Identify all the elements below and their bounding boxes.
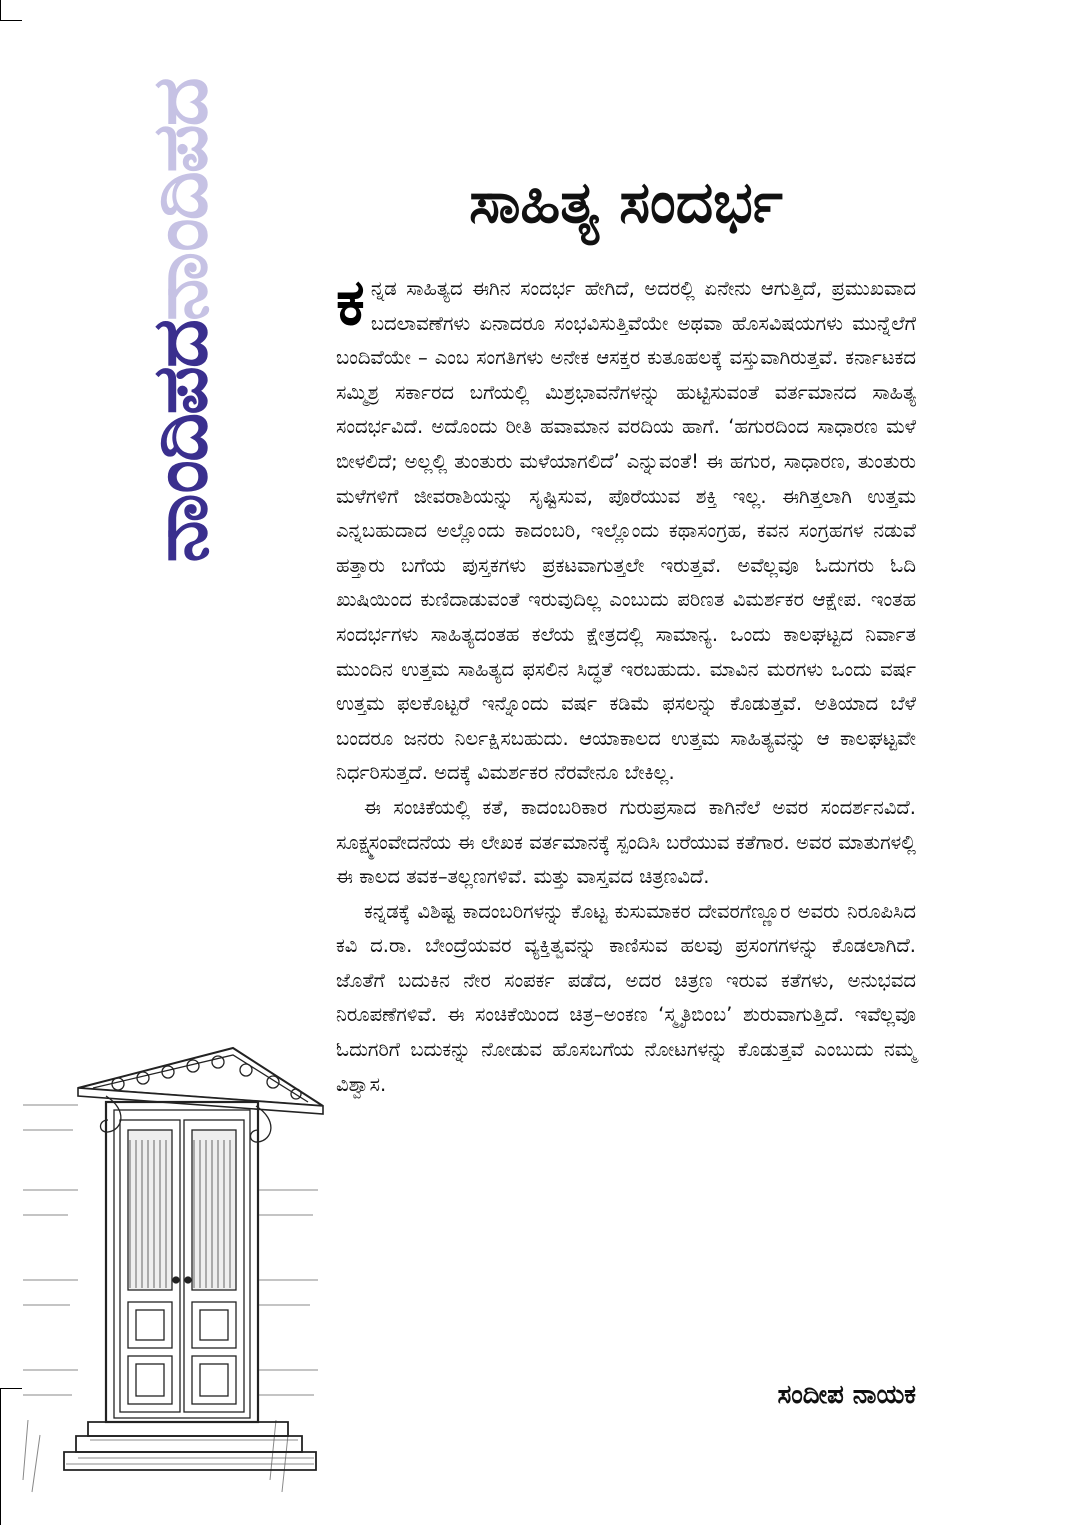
masthead-text [135,79,224,563]
masthead-word-dark: ನಾಂದಿಪದ [135,321,224,563]
article-body [336,266,916,1102]
paragraph-1-text: ನ್ನಡ ಸಾಹಿತ್ಯದ ಈಗಿನ ಸಂದರ್ಭ ಹೇಗಿದೆ, ಅದರಲ್ಲಿ ಏನೇನು ಆಗುತ್ತಿದೆ, ಪ್ರಮುಖವಾದ ಬದಲಾವಣೆಗಳು ಏನಾದರೂ ಸಂಭವಿಸುತ್ತಿವೆಯೇ ಅಥವಾ ಹೊಸವಿಷಯಗಳು ಮುನ್ನೆಲೆಗೆ ಬಂದಿವೆಯೇ – ಎಂಬ ಸಂಗತಿಗಳು ಅನೇಕ ಆಸಕ್ತರ ಕುತೂಹಲಕ್ಕೆ ವಸ್ತುವಾಗಿರುತ್ತವೆ. ಕರ್ನಾಟಕದ ಸಮ್ಮಿಶ್ರ ಸರ್ಕಾರದ ಬಗೆಯಲ್ಲಿ ಮಿಶ್ರಭಾವನೆಗಳನ್ನು ಹುಟ್ಟಿಸುವಂತೆ ವರ್ತಮಾನದ ಸಾಹಿತ್ಯ ಸಂದರ್ಭವಿದೆ. ಅದೊಂದು ರೀತಿ ಹವಾಮಾನ ವರದಿಯ ಹಾಗೆ. ‘ಹಗುರದಿಂದ ಸಾಧಾರಣ ಮಳೆ ಬೀಳಲಿದೆ; ಅಲ್ಲಲ್ಲಿ ತುಂತುರು ಮಳೆಯಾಗಲಿದೆ’ ಎನ್ನುವಂತೆ! ಈ ಹಗುರ, ಸಾಧಾರಣ, ತುಂತುರು ಮಳೆಗಳಿಗೆ ಜೀವರಾಶಿಯನ್ನು ಸೃಷ್ಟಿಸುವ, ಪೊರೆಯುವ ಶಕ್ತಿ ಇಲ್ಲ. ಈಗಿತ್ತಲಾಗಿ ಉತ್ತಮ ಎನ್ನಬಹುದಾದ ಅಲ್ಲೊಂದು ಕಾದಂಬರಿ, ಇಲ್ಲೊಂದು ಕಥಾಸಂಗ್ರಹ, ಕವನ ಸಂಗ್ರಹಗಳ ನಡುವೆ ಹತ್ತಾರು ಬಗೆಯ ಪುಸ್ತಕಗಳು ಪ್ರಕಟವಾಗುತ್ತಲೇ ಇರುತ್ತವೆ. ಅವೆಲ್ಲವೂ ಓದುಗರು ಓದಿ ಖುಷಿಯಿಂದ ಕುಣಿದಾಡುವಂತೆ ಇರುವುದಿಲ್ಲ ಎಂಬುದು ಪರಿಣತ ವಿಮರ್ಶಕರ ಆಕ್ಷೇಪ. ಇಂತಹ ಸಂದರ್ಭಗಳು ಸಾಹಿತ್ಯದಂತಹ ಕಲೆಯ ಕ್ಷೇತ್ರದಲ್ಲಿ ಸಾಮಾನ್ಯ. ಒಂದು ಕಾಲಘಟ್ಟದ ನಿರ್ವಾತ ಮುಂದಿನ ಉತ್ತಮ ಸಾಹಿತ್ಯದ ಫಸಲಿನ ಸಿದ್ಧತೆ ಇರಬಹುದು. ಮಾವಿನ ಮರಗಳು ಒಂದು ವರ್ಷ ಉತ್ತಮ ಫಲಕೊಟ್ಟರೆ ಇನ್ನೊಂದು ವರ್ಷ ಕಡಿಮೆ ಫಸಲನ್ನು ಕೊಡುತ್ತವೆ. ಅತಿಯಾದ ಬೆಳೆ ಬಂದರೂ ಜನರು ನಿರ್ಲಕ್ಷಿಸಬಹುದು. ಆಯಾಕಾಲದ ಉತ್ತಮ ಸಾಹಿತ್ಯವನ್ನು ಆ ಕಾಲಘಟ್ಟವೇ ನಿರ್ಧರಿಸುತ್ತದೆ. ಅದಕ್ಕೆ ವಿಮರ್ಶಕರ ನೆರವೇನೂ ಬೇಕಿಲ್ಲ. [336,277,916,785]
paragraph-2: ಈ ಸಂಚಿಕೆಯಲ್ಲಿ ಕತೆ, ಕಾದಂಬರಿಕಾರ ಗುರುಪ್ರಸಾದ ಕಾಗಿನೆಲೆ ಅವರ ಸಂದರ್ಶನವಿದೆ. ಸೂಕ್ಷ್ಮಸಂವೇದನೆಯ ಈ ಲೇಖಕ ವರ್ತಮಾನಕ್ಕೆ ಸ್ಪಂದಿಸಿ ಬರೆಯುವ ಕತೆಗಾರ. ಅವರ ಮಾತುಗಳಲ್ಲಿ ಈ ಕಾಲದ ತವಕ–ತಲ್ಲಣಗಳಿವೆ. ಮತ್ತು ವಾಸ್ತವದ ಚಿತ್ರಣವಿದೆ. [336,795,916,889]
paragraph-1 [336,266,916,791]
crop-mark [0,0,1,20]
masthead [130,36,230,606]
author-signature: ಸಂದೀಪ ನಾಯಕ [777,1380,916,1410]
door-illustration [18,1040,330,1500]
crop-mark [0,1388,1,1525]
crop-mark [0,20,22,21]
drop-cap: ಕ [336,266,365,340]
masthead-word-light: ನಾಂದಿಪದ [135,79,224,321]
paragraph-3: ಕನ್ನಡಕ್ಕೆ ವಿಶಿಷ್ಟ ಕಾದಂಬರಿಗಳನ್ನು ಕೊಟ್ಟ ಕುಸುಮಾಕರ ದೇವರಗೆಣ್ಣೂರ ಅವರು ನಿರೂಪಿಸಿದ ಕವಿ ದ.ರಾ. ಬೇಂದ್ರೆಯವರ ವ್ಯಕ್ತಿತ್ವವನ್ನು ಕಾಣಿಸುವ ಹಲವು ಪ್ರಸಂಗಗಳನ್ನು ಕೊಡಲಾಗಿದೆ. ಜೊತೆಗೆ ಬದುಕಿನ ನೇರ ಸಂಪರ್ಕ ಪಡೆದ, ಅದರ ಚಿತ್ರಣ ಇರುವ ಕತೆಗಳು, ಅನುಭವದ ನಿರೂಪಣೆಗಳಿವೆ. ಈ ಸಂಚಿಕೆಯಿಂದ ಚಿತ್ರ–ಅಂಕಣ ‘ಸ್ಮೃತಿಬಿಂಬ’ ಶುರುವಾಗುತ್ತಿದೆ. ಇವೆಲ್ಲವೂ ಓದುಗರಿಗೆ ಬದುಕನ್ನು ನೋಡುವ ಹೊಸಬಗೆಯ ನೋಟಗಳನ್ನು ಕೊಡುತ್ತವೆ ಎಂಬುದು ನಮ್ಮ ವಿಶ್ವಾಸ. [336,899,916,1096]
page-title: ಸಾಹಿತ್ಯ ಸಂದರ್ಭ [469,168,783,236]
